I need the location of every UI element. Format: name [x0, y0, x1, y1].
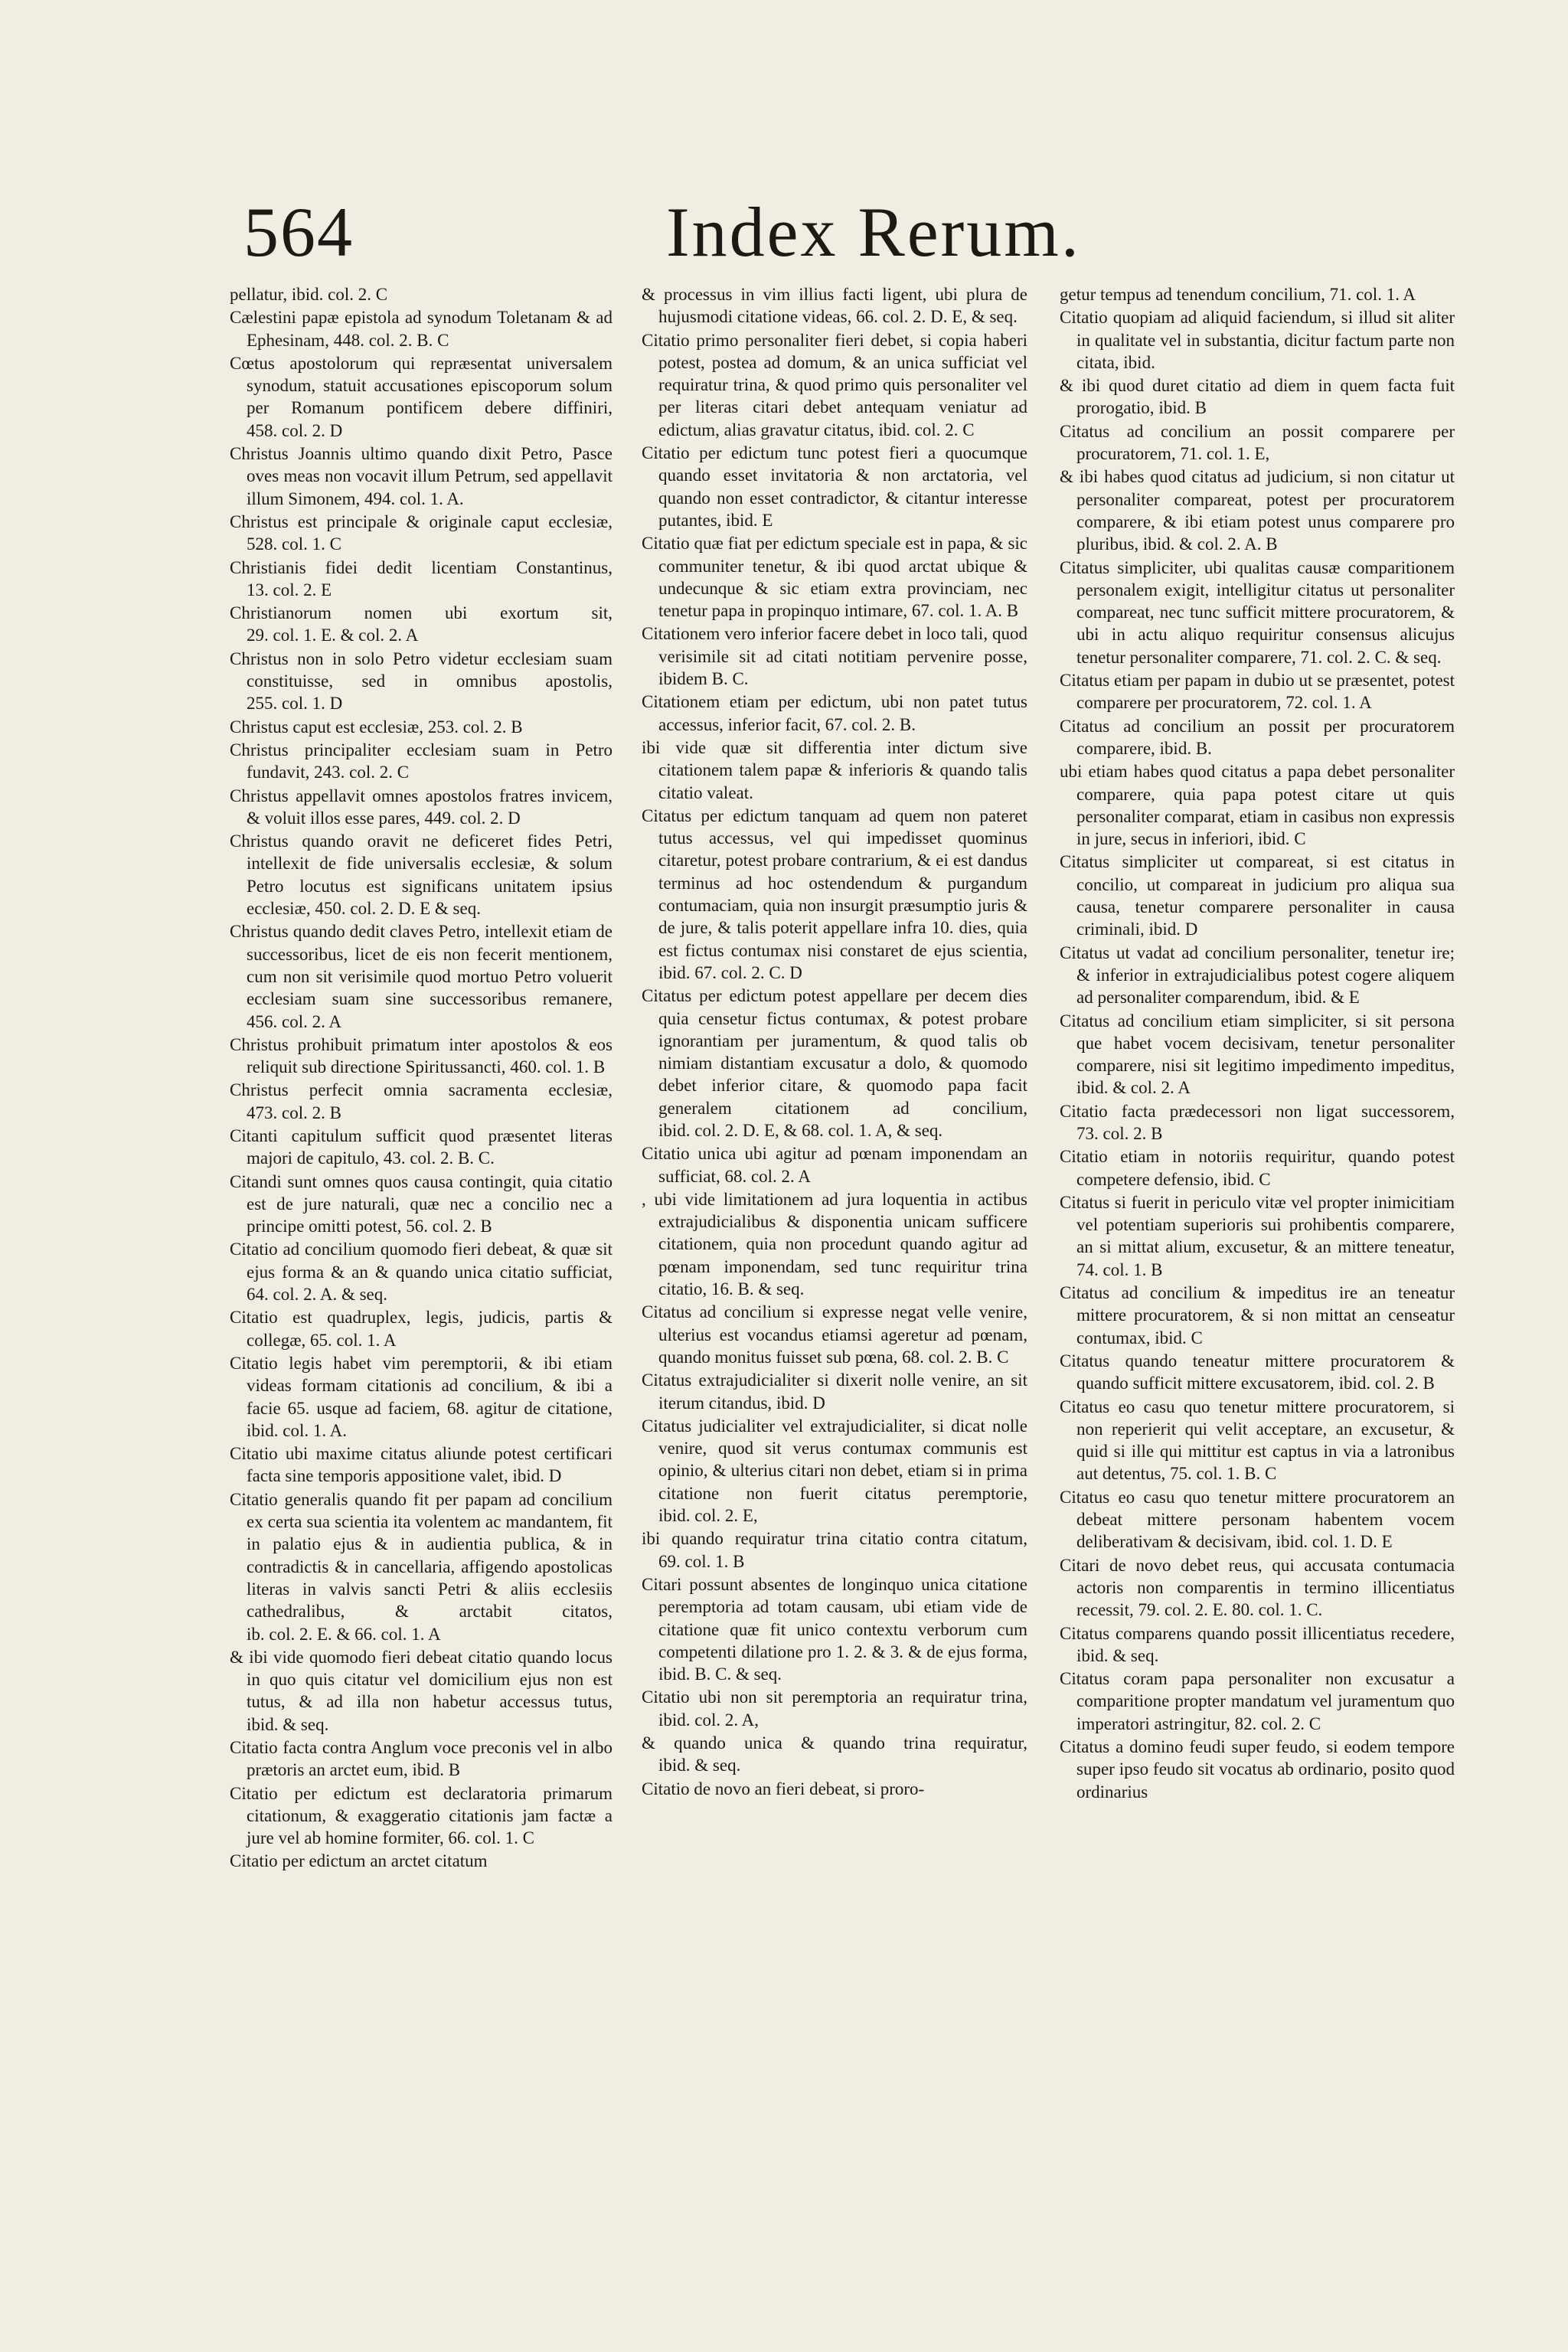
entry-text: Citatio unica ubi agitur ad pœnam imponendam an sufficiat,: [642, 1144, 1027, 1186]
entry-reference: 68. col. 2. A: [724, 1166, 811, 1186]
index-entry: [642, 442, 1027, 531]
entry-reference: 460. col. 1. B: [510, 1057, 606, 1077]
index-entry: [642, 691, 1027, 736]
entry-reference: ibid. col. 1. A.: [247, 1420, 347, 1440]
index-entry: [230, 739, 612, 784]
entry-text: Citatus eo casu quo tenetur mittere procuratorem, si non reperierit qui velit acceptare, an excusetur, & quid si ille qui mittitur est captus in via a latronibus aut detentus,: [1060, 1396, 1455, 1484]
entry-text: Christus appellavit omnes apostolos fratres invicem, & voluit illos esse pares,: [230, 786, 612, 828]
entry-reference: ibid. 67. col. 2. C. D: [658, 962, 802, 982]
index-entry: [642, 1686, 1027, 1731]
entry-reference: 68. col. 2. B. C: [902, 1347, 1009, 1367]
entry-reference: ibid. & col. 2. A. B: [1142, 534, 1278, 554]
index-entry: [230, 443, 612, 510]
entry-reference: 255. col. 1. D: [247, 694, 343, 714]
entry-text: Citatio quæ fiat per edictum speciale est in papa, & sic communiter tenetur, & ibi quod arctat ubique & undecunque & sic etiam extra provinciam, nec tenetur papa in propinquo intimare,: [642, 534, 1027, 621]
entry-reference: ibid. B. C. & seq.: [658, 1664, 782, 1684]
entry-text: Citatus ad concilium etiam simpliciter, si sit persona que habet vocem decisivam, tenetur personaliter comparere, nisi sit legitimo impedimento impeditus,: [1060, 1011, 1455, 1076]
page-number: 564: [243, 193, 354, 271]
index-entry: [642, 1142, 1027, 1187]
index-entry: [1060, 1736, 1455, 1803]
entry-text: , ubi vide limitationem ad jura loquentia in actibus extrajudicialibus & disponentia unicam sufficere citationem, quia non procedunt quando agitur ad pœnam imponendam, sed tunc requiritur trina citatio,: [642, 1189, 1027, 1299]
index-entry: [1060, 420, 1455, 466]
entry-reference: ibid. col. 2. D. E, & 68. col. 1. A, & seq.: [658, 1120, 943, 1140]
entry-text: & ibi habes quod citatus ad judicium, si non citatur ut personaliter compareat, potest per procuratorem comparere, & ibi etiam potest unus comparere pro pluribus,: [1060, 467, 1455, 554]
entry-text: Citatio quopiam ad aliquid faciendum, si illud sit aliter in qualitate vel in substantia, dicitur factum parte non citata,: [1060, 308, 1455, 372]
entry-text: Citatus per edictum tanquam ad quem non pateret tutus accessus, vel qui impedisset quominus citaretur, potest probare contrarium, & ei est dandus terminus ad hoc ostendendum & purgandum contumaciam, quia non insurgit præsumptio juris & de jure, & talis poterit appellare infra 10. dies, quia est fictus contumax nisi constaret de ejus scientia,: [642, 805, 1027, 960]
index-entry: [230, 648, 612, 715]
entry-reference: ibid. C: [1155, 1328, 1203, 1348]
entry-text: Citatio ad concilium quomodo fieri debeat, & quæ sit ejus forma & an & quando unica citatio sufficiat,: [230, 1240, 612, 1282]
entry-reference: ibid.: [1123, 352, 1155, 372]
entry-text: Citanti capitulum sufficit quod præsentet literas majori de capitulo,: [230, 1125, 612, 1168]
index-entry: [642, 622, 1027, 690]
entry-reference: 458. col. 2. D: [247, 420, 343, 440]
index-entry: [230, 1782, 612, 1850]
entry-reference: ibid. col. 2. E,: [658, 1506, 758, 1526]
index-entry: [230, 1034, 612, 1079]
index-entry: [230, 1646, 612, 1736]
entry-reference: ibid. col. 2. C: [878, 420, 975, 439]
entry-reference: 16. B. & seq.: [710, 1279, 805, 1299]
entry-text: Christus est principale & originale caput ecclesiæ,: [230, 511, 612, 531]
index-entry: [230, 830, 612, 920]
index-entry: [1060, 1191, 1455, 1281]
entry-reference: ibid. B: [1158, 398, 1207, 418]
entry-text: Citatus comparens quando possit illicentiatus recedere,: [1060, 1623, 1455, 1643]
entry-text: & quando unica & quando trina requiratur,: [642, 1733, 1027, 1753]
index-entry: [1060, 1145, 1455, 1191]
entry-reference: ibid. C: [1222, 1169, 1271, 1189]
entry-text: Citatus eo casu quo tenetur mittere procuratorem an debeat mittere personam habentem vocem deliberativam & decisivam,: [1060, 1487, 1455, 1552]
entry-reference: 79. col. 2. E. 80. col. 1. C.: [1138, 1600, 1323, 1620]
entry-reference: 56. col. 2. B: [406, 1217, 492, 1236]
entry-text: Citatus judicialiter vel extrajudicialiter, si dicat nolle venire, quod sit verus contumax communis est opinio, & ulterius citari non debet, etiam si in prima citatione non fuerit citatus peremptorie,: [642, 1416, 1027, 1503]
entry-text: Citandi sunt omnes quos causa contingit, quia citatio est de jure naturali, quæ nec a concilio nec a principe omitti potest,: [230, 1171, 612, 1236]
index-entry: [1060, 1668, 1455, 1735]
entry-text: Citatus ad concilium an possit per procuratorem comparere,: [1060, 716, 1455, 758]
index-entry: [642, 985, 1027, 1142]
index-entry: [642, 1188, 1027, 1300]
index-entry: [230, 1488, 612, 1645]
entry-reference: 75. col. 1. B. C: [1170, 1464, 1277, 1484]
index-entry: [642, 1573, 1027, 1685]
entry-text: Citatus ad concilium & impeditus ire an teneatur mittere procuratorem, & si non mittat an censeatur contumax,: [1060, 1283, 1455, 1348]
entry-reference: ibid. col. 2. C: [291, 285, 388, 304]
entry-text: Citatus si fuerit in periculo vitæ vel propter inimicitiam vel potentiam superioris sui prohibentis comparere, an si mittat alium, excusetur, & an mittere teneatur,: [1060, 1192, 1455, 1257]
index-entry: [1060, 1554, 1455, 1622]
entry-reference: ibid. & seq.: [658, 1756, 741, 1775]
index-entry: [230, 1736, 612, 1782]
index-entry: [1060, 1350, 1455, 1395]
entry-text: pellatur,: [230, 285, 288, 304]
entry-reference: ibid. B.: [1159, 738, 1212, 758]
index-entry: [230, 1442, 612, 1488]
entry-text: Citari de novo debet reus, qui accusata contumacia actoris non comparentis in termino illicentiatus recessit,: [1060, 1555, 1455, 1620]
entry-text: Citatus ad concilium si expresse negat velle venire, ulterius est vocandus etiamsi ageretur ad pœnam, quando monitus fuisset sub pœna,: [642, 1302, 1027, 1367]
entry-reference: 67. col. 1. A. B: [911, 601, 1019, 621]
entry-reference: ibid. & col. 2. A: [1076, 1078, 1191, 1098]
entry-text: Citationem etiam per edictum, ubi non patet tutus accessus, inferior facit,: [642, 692, 1027, 734]
index-entry: [1060, 557, 1455, 668]
index-entry: [1060, 851, 1455, 940]
entry-reference: ibid. E: [726, 510, 773, 530]
entry-text: Christus principaliter ecclesiam suam in Petro fundavit,: [230, 740, 612, 782]
entry-text: Citatus per edictum potest appellare per decem dies quia censetur fictus contumax, & potest probare ignorantiam per juramentum, & quod talis ob nimiam distantiam excusatur a dolo, & quomodo debet inferior citare, & quomodo papa facit generalem citationem ad concilium,: [642, 986, 1027, 1118]
entry-text: Citatio ubi non sit peremptoria an requiratur trina,: [642, 1687, 1027, 1707]
index-entry: [230, 1079, 612, 1124]
index-entry: [1060, 760, 1455, 850]
index-entry: [230, 1352, 612, 1442]
entry-reference: 449. col. 2. D: [424, 808, 521, 828]
entry-reference: ibid. & seq.: [1076, 1645, 1159, 1665]
index-entry: [230, 557, 612, 602]
index-entry: [642, 1369, 1027, 1414]
index-entry: [230, 1850, 612, 1872]
index-entry: [642, 283, 1027, 328]
index-entry: [230, 283, 612, 305]
entry-reference: 528. col. 1. C: [247, 534, 341, 554]
entry-reference: 253. col. 2. B: [427, 717, 523, 737]
entry-text: Christianorum nomen ubi exortum sit,: [230, 603, 612, 623]
entry-text: & ibi quod duret citatio ad diem in quem facta fuit prorogatio,: [1060, 376, 1455, 418]
entry-text: Citatio facta contra Anglum voce preconis vel in albo prætoris an arctet eum,: [230, 1738, 612, 1780]
entry-text: Citatus quando teneatur mittere procuratorem & quando sufficit mittere excusatorem,: [1060, 1351, 1455, 1393]
entry-text: ibi vide quæ sit differentia inter dictum sive citationem talem papæ & inferioris & quando talis citatio valeat.: [642, 737, 1027, 802]
index-entry: [1060, 1622, 1455, 1668]
entry-reference: 71. col. 2. C. & seq.: [1300, 647, 1442, 667]
entry-text: Citatio per edictum tunc potest fieri a quocumque quando esset invitatoria & non arctatoria, vel quando non esset contradictor, & citantur interesse putantes,: [642, 443, 1027, 530]
entry-reference: ibidem B. C.: [658, 669, 749, 689]
index-entry: [1060, 1010, 1455, 1099]
entry-reference: 450. col. 2. D. E & seq.: [315, 899, 481, 919]
entry-reference: 67. col. 2. B.: [825, 714, 916, 734]
entry-text: Citatus simpliciter, ubi qualitas causæ comparitionem personalem exigit, intelligitur citatus ut personaliter compareat, nec tunc sufficit mittere procuratorem, & ubi in actu aliquo requiritur consensus alicujus tenetur personaliter comparere,: [1060, 557, 1455, 667]
entry-reference: ibid. col. 2. B: [1338, 1374, 1435, 1393]
entry-reference: 71. col. 1. A: [1329, 285, 1416, 304]
entry-text: Citatus etiam per papam in dubio ut se præsentet, potest comparere per procuratorem,: [1060, 671, 1455, 713]
index-entry: [1060, 466, 1455, 555]
index-entry: [1060, 669, 1455, 714]
entry-text: Christus quando oravit ne deficeret fides Petri, intellexit de fide universalis ecclesiæ, & solum Petro locutus est significans unitatem ipsius ecclesiæ,: [230, 831, 612, 919]
index-entry: [642, 1732, 1027, 1777]
index-entry: [230, 785, 612, 830]
entry-text: Christus prohibuit primatum inter apostolos & eos reliquit sub directione Spiritussancti,: [230, 1034, 612, 1077]
page-title: Index Rerum.: [666, 193, 1081, 271]
entry-text: Citari possunt absentes de longinquo unica citatione peremptoria ad totam causam, ubi etiam vide de citatione quæ fit unico contextu verborum cum competenti dilatione pro 1. 2. & 3. & de ejus forma,: [642, 1574, 1027, 1661]
index-entry: [1060, 306, 1455, 374]
index-column-3: [1060, 283, 1455, 1804]
entry-text: getur tempus ad tenendum concilium,: [1060, 285, 1325, 304]
entry-reference: ibid. D: [512, 1466, 562, 1486]
entry-text: Citatio generalis quando fit per papam ad concilium ex certa sua scientia ita volentem ac mandantem, fit in palatio ejus & in audientia publica, & in contradictis & in cancellaria, affigendo apostolicas literas in valvis sancti Petri & aliis ecclesiis cathedralibus, & arctabit citatos,: [230, 1489, 612, 1622]
entry-text: Christus quando dedit claves Petro, intellexit etiam de successoribus, licet de eis non fecerit mentionem, cum non sit verisimile quod mortuo Petro voluerit ecclesiam suam sine successoribus remanere,: [230, 922, 612, 1009]
index-entry: [230, 1238, 612, 1305]
entry-reference: 72. col. 1. A: [1285, 693, 1372, 713]
index-entry: [642, 737, 1027, 804]
index-entry: [1060, 1396, 1455, 1485]
entry-text: Citatus ut vadat ad concilium personaliter, tenetur ire; & inferior in extrajudicialibus potest cogere aliquem ad personaliter comparendum,: [1060, 942, 1455, 1008]
entry-text: Christus perfecit omnia sacramenta ecclesiæ,: [230, 1080, 612, 1100]
entry-reference: ibid. D: [1148, 920, 1198, 939]
entry-reference: 29. col. 1. E. & col. 2. A: [247, 626, 419, 645]
index-entry: [230, 306, 612, 351]
entry-text: Citationem vero inferior facere debet in loco tali, quod verisimile sit ad citati notitiam pervenire posse,: [642, 624, 1027, 666]
entry-text: Citatus a domino feudi super feudo, si eodem tempore super ipso feudo sit vocatus ab ordinario, posito quod ordinarius: [1060, 1737, 1455, 1802]
entry-text: Citatio ubi maxime citatus aliunde potest certificari facta sine temporis appositione valet,: [230, 1444, 612, 1486]
entry-reference: 82. col. 2. C: [1234, 1713, 1321, 1733]
entry-text: Christus non in solo Petro videtur ecclesiam suam constituisse, sed in omnibus apostolis,: [230, 648, 612, 691]
entry-reference: 43. col. 2. B. C.: [383, 1148, 495, 1168]
index-entry: [642, 1301, 1027, 1368]
entry-reference: 13. col. 2. E: [247, 580, 332, 599]
entry-reference: 66. col. 1. C: [448, 1828, 534, 1848]
index-entry: [642, 532, 1027, 622]
index-entry: [230, 602, 612, 647]
entry-text: Citatio per edictum an arctet citatum: [230, 1851, 488, 1871]
index-entry: [1060, 942, 1455, 1009]
index-entry: [1060, 283, 1455, 305]
index-entry: [642, 329, 1027, 441]
entry-reference: 64. col. 2. A. & seq.: [247, 1285, 387, 1305]
entry-reference: 73. col. 2. B: [1076, 1123, 1163, 1143]
index-entry: [230, 1125, 612, 1170]
entry-reference: 74. col. 1. B: [1076, 1259, 1163, 1279]
entry-text: Citatio de novo an fieri debeat, si proro-: [642, 1779, 925, 1798]
index-entry: [1060, 1100, 1455, 1145]
entry-text: Citatio primo personaliter fieri debet, si copia haberi potest, postea ad domum, & an unica sufficiat vel requiratur trina, & quod primo quis personaliter vel per literas citari debet antequam veniatur ad edictum, alias gravatur citatus,: [642, 330, 1027, 439]
entry-text: & ibi vide quomodo fieri debeat citatio quando locus in quo quis citatur vel domicilium ejus non est tutus, & ad illa non habetur accessus tutus,: [230, 1647, 612, 1712]
entry-reference: 456. col. 2. A: [247, 1011, 341, 1031]
entry-reference: 448. col. 2. B. C: [333, 330, 449, 350]
entry-text: Cælestini papæ epistola ad synodum Toletanam & ad Ephesinam,: [230, 308, 612, 350]
entry-reference: ibid. col. 2. A,: [658, 1710, 759, 1730]
index-entry: [642, 1778, 1027, 1800]
index-entry: [230, 1171, 612, 1238]
entry-text: Citatio etiam in notoriis requiritur, quando potest competere defensio,: [1060, 1147, 1455, 1189]
entry-text: ibi quando requiratur trina citatio contra citatum,: [642, 1529, 1027, 1549]
entry-text: Citatus simpliciter ut compareat, si est citatus in concilio, ut compareat in judicium pro aliqua sua causa, tenetur comparere personaliter in causa criminali,: [1060, 852, 1455, 939]
entry-reference: ibid. col. 1. D. E: [1276, 1532, 1393, 1552]
entry-text: Citatio facta prædecessori non ligat successorem,: [1060, 1101, 1455, 1121]
entry-reference: ibid. & E: [1294, 988, 1360, 1008]
entry-text: & processus in vim illius facti ligent, ubi plura de hujusmodi citatione videas,: [642, 285, 1027, 327]
index-column-1: [230, 283, 612, 1873]
entry-reference: 69. col. 1. B: [658, 1551, 745, 1571]
index-column-2: [642, 283, 1027, 1801]
entry-text: Citatio est quadruplex, legis, judicis, partis & collegæ,: [230, 1308, 612, 1350]
index-entry: [230, 1306, 612, 1351]
index-entry: [230, 716, 612, 738]
entry-text: Citatio legis habet vim peremptorii, & ibi etiam videas formam citationis ad concilium, & ibi a facie 65. usque ad faciem, 68. agitur de citatione,: [230, 1353, 612, 1418]
entry-reference: 494. col. 1. A.: [364, 488, 464, 508]
index-entry: [230, 511, 612, 556]
entry-text: Cœtus apostolorum qui repræsentat universalem synodum, statuit accusationes episcoporum solum per Romanum pontificem debere diffiniri,: [230, 353, 612, 418]
index-entry: [230, 352, 612, 442]
entry-reference: ibid. & seq.: [247, 1714, 329, 1734]
entry-reference: 71. col. 1. E,: [1180, 444, 1270, 464]
entry-text: Citatus ad concilium an possit comparere per procuratorem,: [1060, 421, 1455, 464]
entry-text: Christianis fidei dedit licentiam Constantinus,: [230, 557, 612, 577]
entry-reference: ibid. C: [1257, 829, 1306, 849]
entry-text: Christus Joannis ultimo quando dixit Petro, Pasce oves meas non vocavit illum Petrum, sed appellavit illum Simonem,: [230, 444, 612, 508]
entry-text: Citatus extrajudicialiter si dixerit nolle venire, an sit iterum citandus,: [642, 1370, 1027, 1413]
index-entry: [230, 920, 612, 1032]
index-entry: [642, 1415, 1027, 1527]
index-entry: [1060, 1486, 1455, 1553]
entry-text: ubi etiam habes quod citatus a papa debet personaliter comparere, quia papa potest citare ut quis personaliter comparat, etiam in casibus non expressis in jure, secus in inferiori,: [1060, 762, 1455, 849]
entry-reference: 66. col. 2. D. E, & seq.: [856, 307, 1018, 327]
entry-reference: 473. col. 2. B: [247, 1102, 341, 1122]
entry-text: Citatus coram papa personaliter non excusatur a comparitione propter mandatum vel juramentum quo imperatori astringitur,: [1060, 1669, 1455, 1733]
index-entry: [642, 1527, 1027, 1573]
entry-text: Christus caput est ecclesiæ,: [230, 717, 423, 737]
entry-reference: ibid. B: [412, 1760, 461, 1780]
entry-reference: 65. col. 1. A: [310, 1330, 397, 1350]
index-entry: [1060, 715, 1455, 760]
index-entry: [1060, 374, 1455, 420]
entry-reference: 243. col. 2. C: [314, 763, 410, 782]
index-entry: [1060, 1282, 1455, 1349]
entry-reference: ib. col. 2. E. & 66. col. 1. A: [247, 1624, 441, 1644]
index-entry: [642, 805, 1027, 984]
entry-reference: ibid. D: [776, 1393, 825, 1413]
entry-text: Citatio per edictum est declaratoria primarum citationum, & exaggeratio citationis jam factæ a jure vel ab homine formiter,: [230, 1783, 612, 1848]
